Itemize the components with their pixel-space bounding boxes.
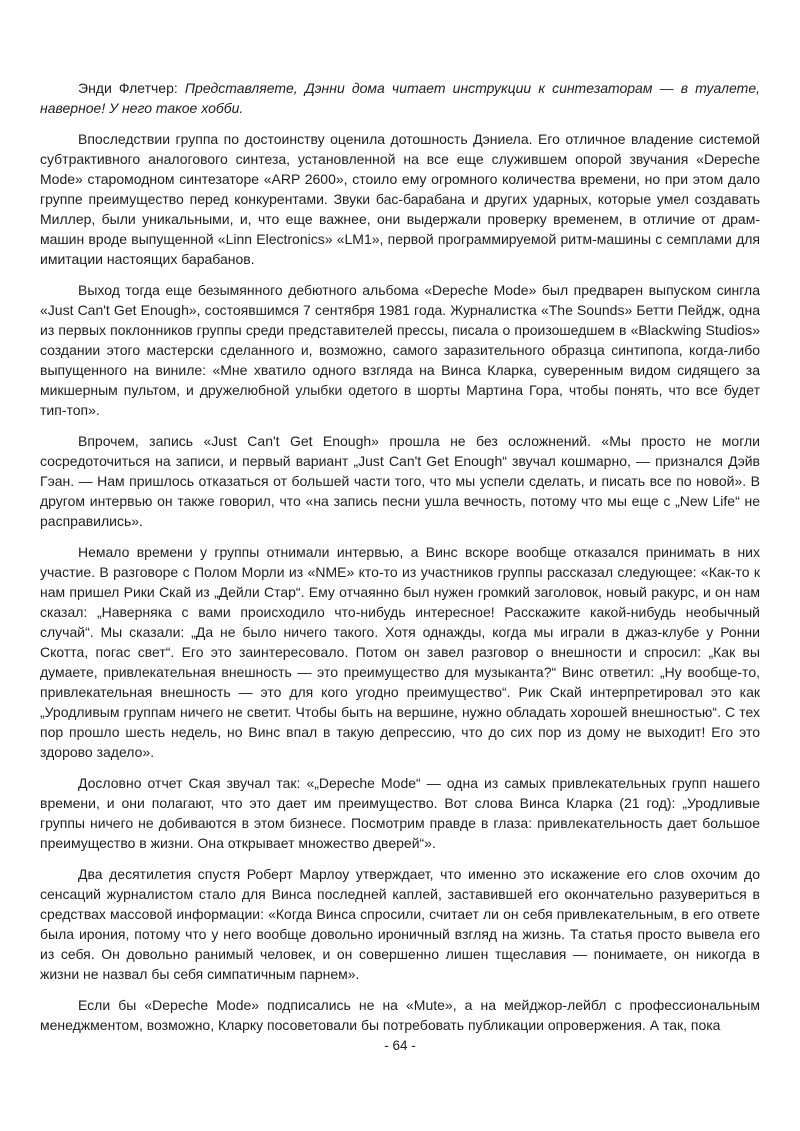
paragraph-text: Два десятилетия спустя Роберт Марлоу утверждает, что именно это искажение его слов охочим до сенсаций журналистом стало для Винса последней каплей, заставившей его окончательно разувериться в средствах массовой информации: «Когда Винса спросили, считает ли он себя привлекательным, в его ответе была ирония, потому что у него вообще довольно ироничный взгляд на жизнь. Та статья просто вывела его из себя. Он довольно ранимый человек, и он совершенно лишен тщеславия — понимаете, он никогда в жизни не назвал бы себя симпатичным парнем».: [40, 866, 760, 982]
paragraph: [40, 542, 760, 762]
text-body: [40, 78, 760, 1035]
paragraph-text: Дословно отчет Ская звучал так: «„Depeche Mode“ — одна из самых привлекательных групп нашего времени, и они полагают, что это дает им преимущество. Вот слова Винса Кларка (21 год): „Уродливые группы ничего не добиваются в этом бизнесе. Посмотрим правде в глаза: привлекательность дает большое преимущество в жизни. Она открывает множество дверей“».: [40, 775, 760, 851]
paragraph: [40, 773, 760, 853]
paragraph-text: Энди Флетчер:: [78, 80, 185, 96]
paragraph: [40, 129, 760, 269]
paragraph: [40, 78, 760, 118]
paragraph-text: Впоследствии группа по достоинству оценила дотошность Дэниела. Его отличное владение системой субтрактивного аналогового синтеза, установленной на все еще служившем опорой звучания «Depeche Mode» старомодном синтезаторе «ARP 2600», стоило ему огромного количества времени, но при этом дало группе преимущество перед конкурентами. Звуки бас-барабана и других ударных, которые умел создавать Миллер, были уникальными, и, что еще важнее, они выдержали проверку временем, в отличие от драм-машин вроде выпущенной «Linn Electronics» «LM1», первой программируемой ритм-машины с семплами для имитации настоящих барабанов.: [40, 131, 760, 267]
paragraph: [40, 280, 760, 420]
paragraph: [40, 431, 760, 531]
paragraph-text: Немало времени у группы отнимали интервью, а Винс вскоре вообще отказался принимать в них участие. В разговоре с Полом Морли из «NME» кто-то из участников группы рассказал следующее: «Как-то к нам пришел Рики Скай из „Дейли Стар“. Ему отчаянно был нужен громкий заголовок, новый ракурс, и он нам сказал: „Наверняка с вами происходило что-нибудь интересное! Расскажите какой-нибудь необычный случай“. Мы сказали: „Да не было ничего такого. Хотя однажды, когда мы играли в джаз-клубе у Ронни Скотта, погас свет“. Его это заинтересовало. Потом он завел разговор о внешности и спросил: „Как вы думаете, привлекательная внешность — это преимущество для музыканта?“ Винс ответил: „Ну вообще-то, привлекательная внешность — это для кого угодно преимущество“. Рик Скай интерпретировал это как „Уродливым группам ничего не светит. Чтобы быть на вершине, нужно обладать хорошей внешностью“. С тех пор прошло шесть недель, но Винс впал в такую депрессию, что до сих пор из дому не выходит! Его это здорово задело».: [40, 544, 760, 760]
paragraph-text: Выход тогда еще безымянного дебютного альбома «Depeche Mode» был предварен выпуском сингла «Just Can't Get Enough», состоявшимся 7 сентября 1981 года. Журналистка «The Sounds» Бетти Пейдж, одна из первых поклонников группы среди представителей прессы, писала о произошедшем в «Blackwing Studios» создании этого мастерски сделанного и, возможно, самого заразительного образца синтипопа, когда-либо выпущенного на виниле: «Мне хватило одного взгляда на Винса Кларка, суверенным видом сидящего за микшерным пультом, и дружелюбной улыбки одетого в шорты Мартина Гора, чтобы понять, что все будет тип-топ».: [40, 282, 760, 418]
page-number: - 64 -: [384, 1038, 416, 1053]
paragraph-text: Впрочем, запись «Just Can't Get Enough» прошла не без осложнений. «Мы просто не могли сосредоточиться на записи, и первый вариант „Just Can't Get Enough“ звучал кошмарно, — признался Дэйв Гэан. — Нам пришлось отказаться от большей части того, что мы успели сделать, и писать все по новой». В другом интервью он также говорил, что «на запись песни ушла вечность, потому что мы еще с „New Life“ не расправились».: [40, 433, 760, 529]
paragraph-text-italic: Представляете, Дэнни дома читает инструкции к синтезаторам — в туалете, наверное! У него такое хобби.: [40, 80, 761, 116]
paragraph-text: Если бы «Depeche Mode» подписались не на «Mute», а на мейджор-лейбл с профессиональным менеджментом, возможно, Кларку посоветовали бы потребовать публикации опровержения. А так, пока: [40, 997, 760, 1033]
paragraph: [40, 995, 760, 1035]
paragraph: [40, 864, 760, 984]
